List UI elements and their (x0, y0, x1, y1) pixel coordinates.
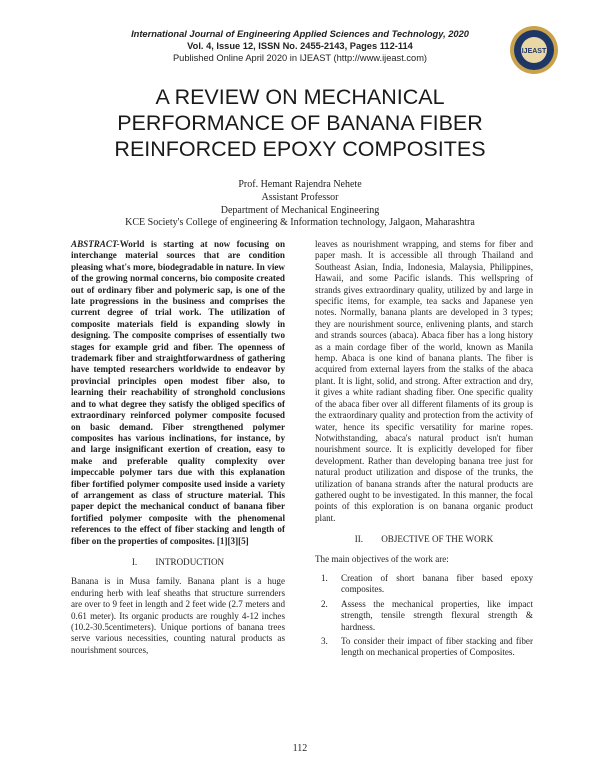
page-number: 112 (292, 743, 308, 754)
list-item: 1. Creation of short banana fiber based epoxy composites. (321, 572, 533, 595)
left-column (71, 239, 285, 656)
title-line-2: PERFORMANCE OF BANANA FIBER (117, 111, 483, 135)
section-number: I. (131, 556, 138, 567)
paper-title (0, 84, 600, 162)
author-position: Assistant Professor (261, 191, 339, 203)
abstract-label: ABSTRACT- (71, 239, 120, 249)
journal-issue: Vol. 4, Issue 12, ISSN No. 2455-2143, Pages 112-114 (187, 41, 413, 51)
objectives-list (315, 573, 533, 659)
title-line-1: A REVIEW ON MECHANICAL (155, 85, 445, 109)
author-institution: KCE Society's College of engineering & Information technology, Jalgaon, Maharashtra (125, 217, 475, 229)
list-item: 2. Assess the mechanical properties, like impact strength, tensile strength flexural strength & hardness. (321, 598, 533, 632)
introduction-text: Banana is in Musa family. Banana plant is a huge enduring herb with leaf sheaths that structure surrenders are over to 9 feet in length and 2 feet wide (2.7 meters and 0.61 meter). Its organic products are roughly 4-12 inches (10.2-30.5centimeters). Unique portions of banana trees serve various necessities, counting natural products as nourishment sources, (71, 576, 285, 655)
journal-published: Published Online April 2020 in IJEAST (http://www.ijeast.com) (172, 53, 428, 63)
seal-text: IJEAST (521, 48, 547, 55)
title-line-3: REINFORCED EPOXY COMPOSITES (114, 137, 486, 161)
author-department: Department of Mechanical Engineering (220, 204, 380, 216)
author-block (0, 179, 600, 230)
introduction-continued-text: leaves as nourishment wrapping, and stems for fiber and paper mash. It is accessible all through Thailand and Southeast Asian, India, Indonesia, Malaysia, Philippines, Hawaii, and some Pacific islands. This wellspring of strands gives extraordinary quality, utilized by and large in specific items, for example, tea sacks and Japanese yen notes. Normally, banana plants are developed in 3 types; they are nourishment source, enlivening plants, and starch and strands sources (abaca). Abaca fiber has a long history as a main cordage fiber of the world, known as Manila hemp. Abaca is one kind of banana plants. The fiber is acquired from external layers from the stalks of the abaca plant. It is light, solid, and strong. After extraction and dry, it gives a white radiant shading fiber. One specific quality of the abaca fiber over all different filaments of its group is the extraordinary quality and protection from the activity of water, hence its specific versatility for marine ropes. Notwithstanding, abaca's natural product isn't human nourishment source. It is explicitly developed for fiber development. Rather than developing banana tree just for natural product utilization and dispose of the trunks, the utilization of banana strands after the natural products are gathered ought to be investigated. In this manner, the focal points of this exploration is on banana organic product plant. (315, 239, 533, 523)
list-item: 3. To consider their impact of fiber stacking and fiber length on mechanical properties of Composites. (321, 636, 533, 658)
section-heading-introduction (71, 557, 285, 568)
abstract-text: World is starting at now focusing on interchange material sources that are condition pleasing what's more, biodegradable in nature. In view of the growing normal concerns, bio composite created out of ordinary fiber and polymeric sap, is one of the late progressions in the business and comprises the current degree of trial work. The utilization of composite materials field is expanding slowly in designing. The composite comprises of essentially two stages for example grid and fiber. The openness of trademark fiber and straightforwardness of gathering have tempted researchers worldwide to endeavor by provincial principles open modest fiber also, to learning their reachability of stronghold conclusions and to what degree they satisfy the obliged specifics of extraordinary reinforced polymer composite focused on basic demand. Fiber strengthened polymer composites has various inclinations, for instance, by and large insignificant exertion of creation, easy to make and preferable quality complexity over impeccable polymer tars due with this explanation fiber fortified polymer composite used inside a variety of arrangement as class of structure material. This paper depict the mechanical conduct of banana fiber fortified polymer composite with the phenomenal references to the effect of fiber stacking and length of fiber on the properties of composites. [1][3][5] (71, 239, 285, 546)
author-name: Prof. Hemant Rajendra Nehete (238, 179, 362, 190)
right-column (315, 239, 533, 662)
section-heading-objective (315, 534, 533, 545)
journal-name: International Journal of Engineering Applied Sciences and Technology, 2020 (131, 29, 469, 39)
section-number: II. (354, 534, 364, 545)
abstract (71, 239, 285, 547)
section-title: INTRODUCTION (155, 556, 225, 567)
section-title: OBJECTIVE OF THE WORK (381, 534, 494, 545)
objectives-intro: The main objectives of the work are: (315, 553, 449, 564)
journal-seal-logo (509, 25, 559, 75)
